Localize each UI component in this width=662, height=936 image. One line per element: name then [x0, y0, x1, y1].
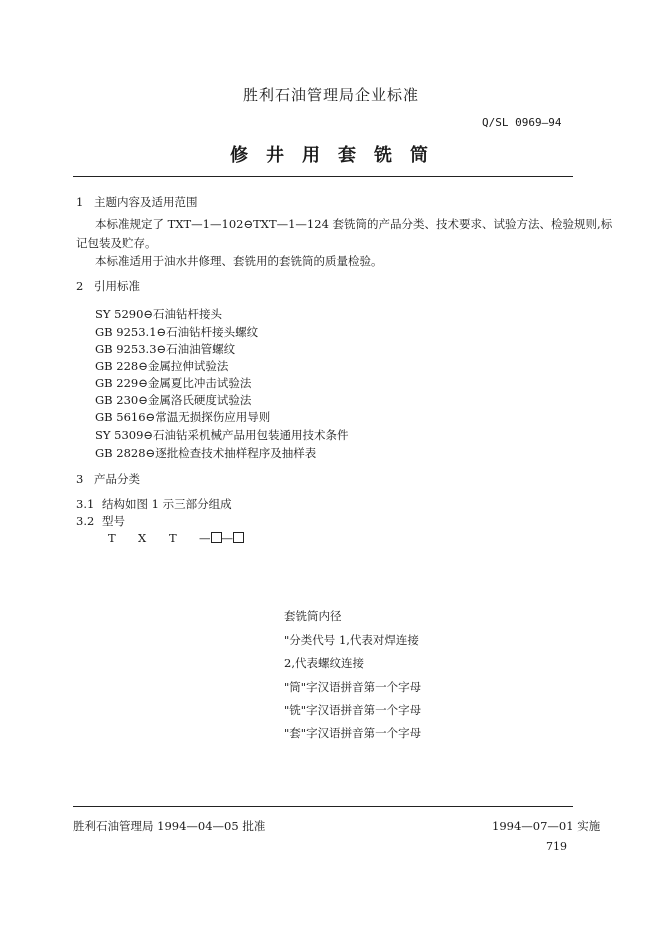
section-2-title: 引用标准	[94, 279, 140, 293]
ref-item: SY 5290⊖石油钻杆接头	[95, 307, 223, 321]
subsection-3-1-number: 3.1	[76, 497, 95, 511]
model-legend-item: 套铣筒内径	[284, 609, 342, 623]
section-1-title: 主题内容及适用范围	[94, 195, 198, 209]
subsection-3-1	[76, 496, 232, 512]
section-2-heading	[76, 278, 140, 294]
document-title: 修井用套铣筒	[230, 145, 446, 166]
section-1-para-1-line-2: 记包装及贮存。	[76, 236, 157, 250]
model-dash: —	[221, 531, 233, 545]
approval-date: 胜利石油管理局 1994—04—05 批准	[73, 819, 266, 833]
model-slot-box	[211, 532, 222, 543]
model-letter: T	[169, 531, 177, 545]
model-legend-item: 2,代表螺纹连接	[284, 656, 364, 670]
org-title: 胜利石油管理局企业标准	[242, 86, 419, 104]
ref-item: GB 228⊖金属拉伸试验法	[95, 359, 229, 373]
ref-item: GB 230⊖金属洛氏硬度试验法	[95, 393, 252, 407]
section-1-heading	[76, 194, 198, 210]
section-3-number: 3	[76, 472, 84, 486]
model-letter: T	[108, 531, 116, 545]
model-code-slots	[199, 531, 244, 545]
ref-item: GB 2828⊖逐批检查技术抽样程序及抽样表	[95, 446, 317, 460]
page-number: 719	[546, 840, 567, 853]
footer-divider	[73, 806, 573, 807]
section-2-number: 2	[76, 279, 84, 293]
model-legend-item: "铣"字汉语拼音第一个字母	[284, 703, 422, 717]
model-letter: X	[138, 531, 147, 545]
section-1-number: 1	[76, 195, 84, 209]
ref-item: SY 5309⊖石油钻采机械产品用包装通用技术条件	[95, 428, 349, 442]
model-legend-item: "筒"字汉语拼音第一个字母	[284, 680, 422, 694]
ref-item: GB 9253.1⊖石油钻杆接头螺纹	[95, 325, 259, 339]
ref-item: GB 229⊖金属夏比冲击试验法	[95, 376, 252, 390]
subsection-3-1-text: 结构如图 1 示三部分组成	[102, 497, 232, 511]
model-dash: —	[199, 531, 211, 545]
section-3-title: 产品分类	[94, 472, 140, 486]
section-3-heading	[76, 471, 140, 487]
subsection-3-2	[76, 513, 125, 529]
subsection-3-2-number: 3.2	[76, 514, 95, 528]
header-divider	[73, 176, 573, 177]
section-1-para-2: 本标准适用于油水井修理、套铣用的套铣筒的质量检验。	[95, 254, 383, 268]
implementation-date: 1994—07—01 实施	[492, 819, 601, 833]
model-legend-item: "分类代号 1,代表对焊连接	[284, 633, 419, 647]
subsection-3-2-text: 型号	[102, 514, 125, 528]
section-1-para-1-line-1: 本标准规定了 TXT—1—102⊖TXT—1—124 套铣筒的产品分类、技术要求、试验方法、检验规则,标	[95, 217, 613, 231]
ref-item: GB 5616⊖常温无损探伤应用导则	[95, 410, 271, 424]
ref-item: GB 9253.3⊖石油油管螺纹	[95, 342, 236, 356]
model-legend-item: "套"字汉语拼音第一个字母	[284, 726, 422, 740]
standard-code: Q/SL 0969—94	[482, 116, 562, 129]
model-slot-box	[233, 532, 244, 543]
